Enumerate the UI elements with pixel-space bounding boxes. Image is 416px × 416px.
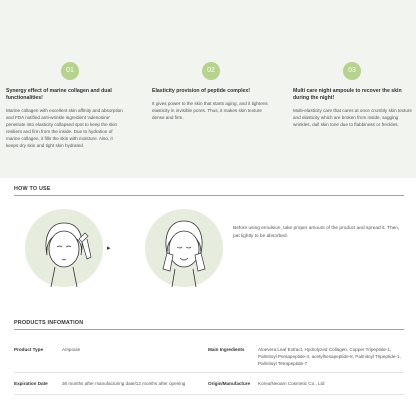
main-ingredients-value: Aloevera Leaf Extract, Hydrolyzed Collagen, Copper Tripeptide-1, Palmitoyl Pentapeptide-4, acetylhexapeptide-8, Palmitoyl Tripeptide-1, Palmitoyl Tetrapeptide-7 bbox=[258, 347, 401, 366]
expiration-date-label: Expiration Date bbox=[14, 381, 48, 386]
product-type-value: Ampoule bbox=[62, 347, 81, 352]
origin-manufacture-label: Origin/Manufacture bbox=[208, 381, 251, 386]
how-to-use-instructions: Before using emulsion, take proper amount of the product and spread it. Then, pat lightly to be absorbed. bbox=[233, 226, 400, 239]
benefit-column-1 bbox=[6, 62, 126, 149]
benefit-title: Multi care night ampoule to recover the skin during the night! bbox=[293, 88, 402, 101]
benefit-number-badge: 01 bbox=[61, 62, 79, 80]
expiration-date-value: 36 months after manufacturing date/12 months after opening bbox=[62, 381, 186, 386]
benefit-title: Elasticity provision of peptide complex! bbox=[152, 88, 251, 94]
table-row-divider bbox=[14, 394, 404, 395]
benefits-band bbox=[0, 0, 416, 178]
benefit-title: Synergy effect of marine collagen and dual functionalities! bbox=[6, 88, 112, 101]
benefit-body: It gives power to the skin that starts aging, and it tightens elasticity in invisible pores. Thus, it makes skin texture dense and firm. bbox=[152, 101, 268, 120]
section-divider bbox=[14, 195, 404, 196]
face-illustration-applying bbox=[25, 209, 103, 287]
benefit-column-3 bbox=[293, 62, 413, 128]
benefit-body: Multi-elasticity care that cares at once crumbly skin texture and elasticity which are broken from inside, sagging wrinkles, dull skin tone due to flabbiness or freckles. bbox=[293, 108, 412, 127]
face-illustration-patting bbox=[145, 209, 223, 287]
table-row-divider bbox=[14, 372, 404, 373]
benefit-body: Marine collagen with excellent skin affinity and absorption and FDA notified anti-wrinkle ingredient 'adenosine' penetrate into elasticity collapsed spot to keep the skin resilient and firm from the inside. Due to hydration of marine collagen, it fills the skin with moisture. Also, it keeps dry skin and tight skin hydrated. bbox=[6, 108, 123, 148]
how-to-use-heading: HOW TO USE bbox=[14, 186, 51, 192]
section-divider bbox=[14, 329, 404, 330]
main-ingredients-label: Main Ingredients bbox=[208, 347, 245, 352]
products-information-heading: PRODUCTS INFOMATION bbox=[14, 320, 84, 326]
benefit-number-badge: 03 bbox=[343, 62, 361, 80]
benefit-number-badge: 02 bbox=[202, 62, 220, 80]
benefit-column-2 bbox=[152, 62, 272, 121]
arrow-right-icon: ▸ bbox=[107, 245, 111, 252]
origin-manufacture-value: Korea/Neoarn Cosmetic Co., Ltd bbox=[258, 381, 325, 386]
product-type-label: Product Type bbox=[14, 347, 44, 352]
